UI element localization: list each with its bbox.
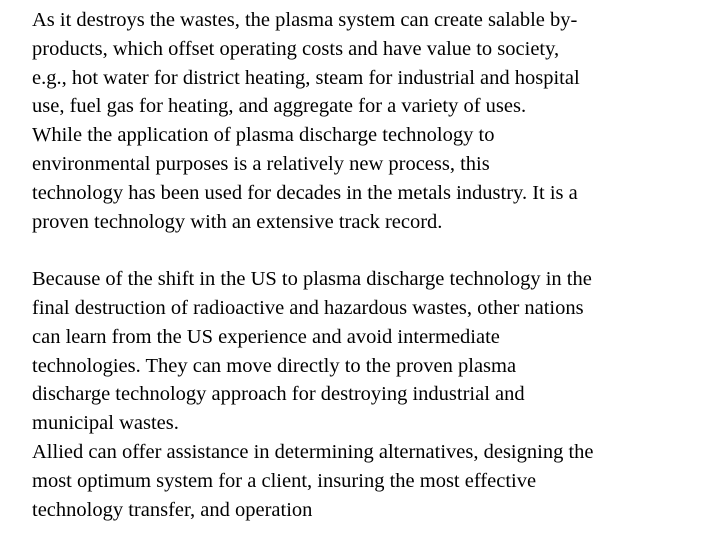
paragraph-us-shift: [32, 265, 708, 438]
paragraph-byproducts: [32, 6, 708, 121]
text-line: can learn from the US experience and avoid intermediate: [32, 325, 500, 348]
text-line: While the application of plasma discharge technology to: [32, 124, 495, 147]
paragraph-application: [32, 121, 708, 236]
paragraph-gap: [32, 236, 708, 265]
text-line: proven technology with an extensive track record.: [32, 210, 443, 233]
text-line: e.g., hot water for district heating, steam for industrial and hospital: [32, 66, 580, 89]
text-line: products, which offset operating costs and have value to society,: [32, 37, 560, 60]
text-line: municipal wastes.: [32, 412, 179, 435]
text-line: use, fuel gas for heating, and aggregate for a variety of uses.: [32, 95, 527, 118]
paragraph-allied: [32, 438, 708, 524]
text-line: technology has been used for decades in the metals industry. It is a: [32, 181, 578, 204]
text-line: technologies. They can move directly to the proven plasma: [32, 354, 517, 377]
text-line: Because of the shift in the US to plasma discharge technology in the: [32, 268, 592, 291]
text-line: discharge technology approach for destroying industrial and: [32, 383, 525, 406]
text-line: As it destroys the wastes, the plasma system can create salable by-: [32, 9, 578, 31]
body-text: [32, 6, 708, 524]
text-line: most optimum system for a client, insuring the most effective: [32, 469, 537, 492]
text-line: Allied can offer assistance in determining alternatives, designing the: [32, 440, 594, 463]
text-line: final destruction of radioactive and hazardous wastes, other nations: [32, 296, 584, 319]
text-line: technology transfer, and operation: [32, 498, 313, 521]
text-line: environmental purposes is a relatively new process, this: [32, 152, 490, 175]
